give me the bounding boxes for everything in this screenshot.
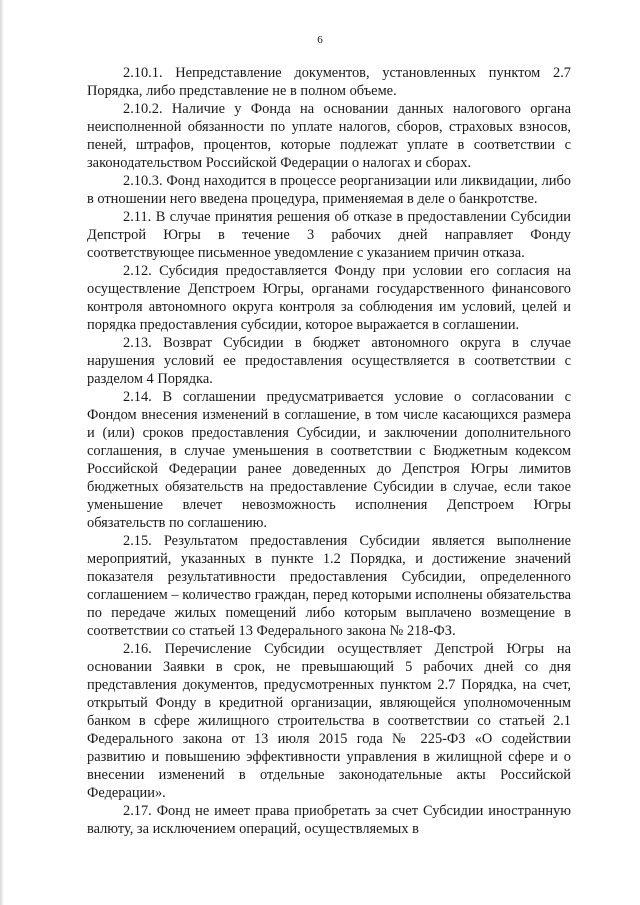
paragraph-2-12: 2.12. Субсидия предоставляется Фонду при условии его согласия на осуществление Депстроем Югры, органами государственного финансового контроля автономного округа контроля за соблюдения им условий, целей и порядка предоставления субсидии, которое выражается в соглашении.: [87, 263, 571, 333]
document-body: [87, 64, 571, 838]
scan-edge: [0, 0, 4, 905]
page-number: 6: [317, 34, 323, 46]
paragraph-2-13: 2.13. Возврат Субсидии в бюджет автономного округа в случае нарушения условий ее предоставления осуществляется в соответствии с разделом 4 Порядка.: [87, 335, 571, 387]
paragraph-2-16: 2.16. Перечисление Субсидии осуществляет Депстрой Югры на основании Заявки в срок, не превышающий 5 рабочих дней со дня представления документов, предусмотренных пунктом 2.7 Порядка, на счет, открытый Фонду в кредитной организации, являющейся уполномоченным банком в сфере жилищного строительства в соответствии со статьей 2.1 Федерального закона от 13 июля 2015 года № 225-ФЗ «О содействии развитию и повышению эффективности управления в жилищной сфере и о внесении изменений в отдельные законодательные акты Российской Федерации».: [87, 641, 571, 801]
paragraph-2-11: 2.11. В случае принятия решения об отказе в предоставлении Субсидии Депстрой Югры в течение 3 рабочих дней направляет Фонду соответствующее письменное уведомление с указанием причин отказа.: [87, 209, 571, 261]
paragraph-2-10-1: 2.10.1. Непредставление документов, установленных пунктом 2.7 Порядка, либо представление не в полном объеме.: [87, 65, 571, 99]
paragraph-2-10-2: 2.10.2. Наличие у Фонда на основании данных налогового органа неисполненной обязанности по уплате налогов, сборов, страховых взносов, пеней, штрафов, процентов, которые подлежат уплате в соответствии с законодательством Российской Федерации о налогах и сборах.: [87, 101, 571, 171]
paragraph-2-15: 2.15. Результатом предоставления Субсидии является выполнение мероприятий, указанных в пункте 1.2 Порядка, и достижение значений показателя результативности предоставления Субсидии, определенного соглашением – количество граждан, перед которыми исполнены обязательства по передаче жилых помещений либо которым выплачено возмещение в соответствии со статьей 13 Федерального закона № 218-ФЗ.: [87, 533, 571, 639]
paragraph-2-14: 2.14. В соглашении предусматривается условие о согласовании с Фондом внесения изменений в соглашение, в том числе касающихся размера и (или) сроков предоставления Субсидии, и заключении дополнительного соглашения, в случае уменьшения в соответствии с Бюджетным кодексом Российской Федерации ранее доведенных до Депстроя Югры лимитов бюджетных обязательств на предоставление Субсидии в случае, если такое уменьшение влечет невозможность исполнения Депстроем Югры обязательств по соглашению.: [87, 389, 571, 531]
paragraph-2-10-3: 2.10.3. Фонд находится в процессе реорганизации или ликвидации, либо в отношении него введена процедура, применяемая в деле о банкротстве.: [87, 173, 571, 207]
paragraph-2-17: 2.17. Фонд не имеет права приобретать за счет Субсидии иностранную валюту, за исключением операций, осуществляемых в: [87, 803, 571, 837]
